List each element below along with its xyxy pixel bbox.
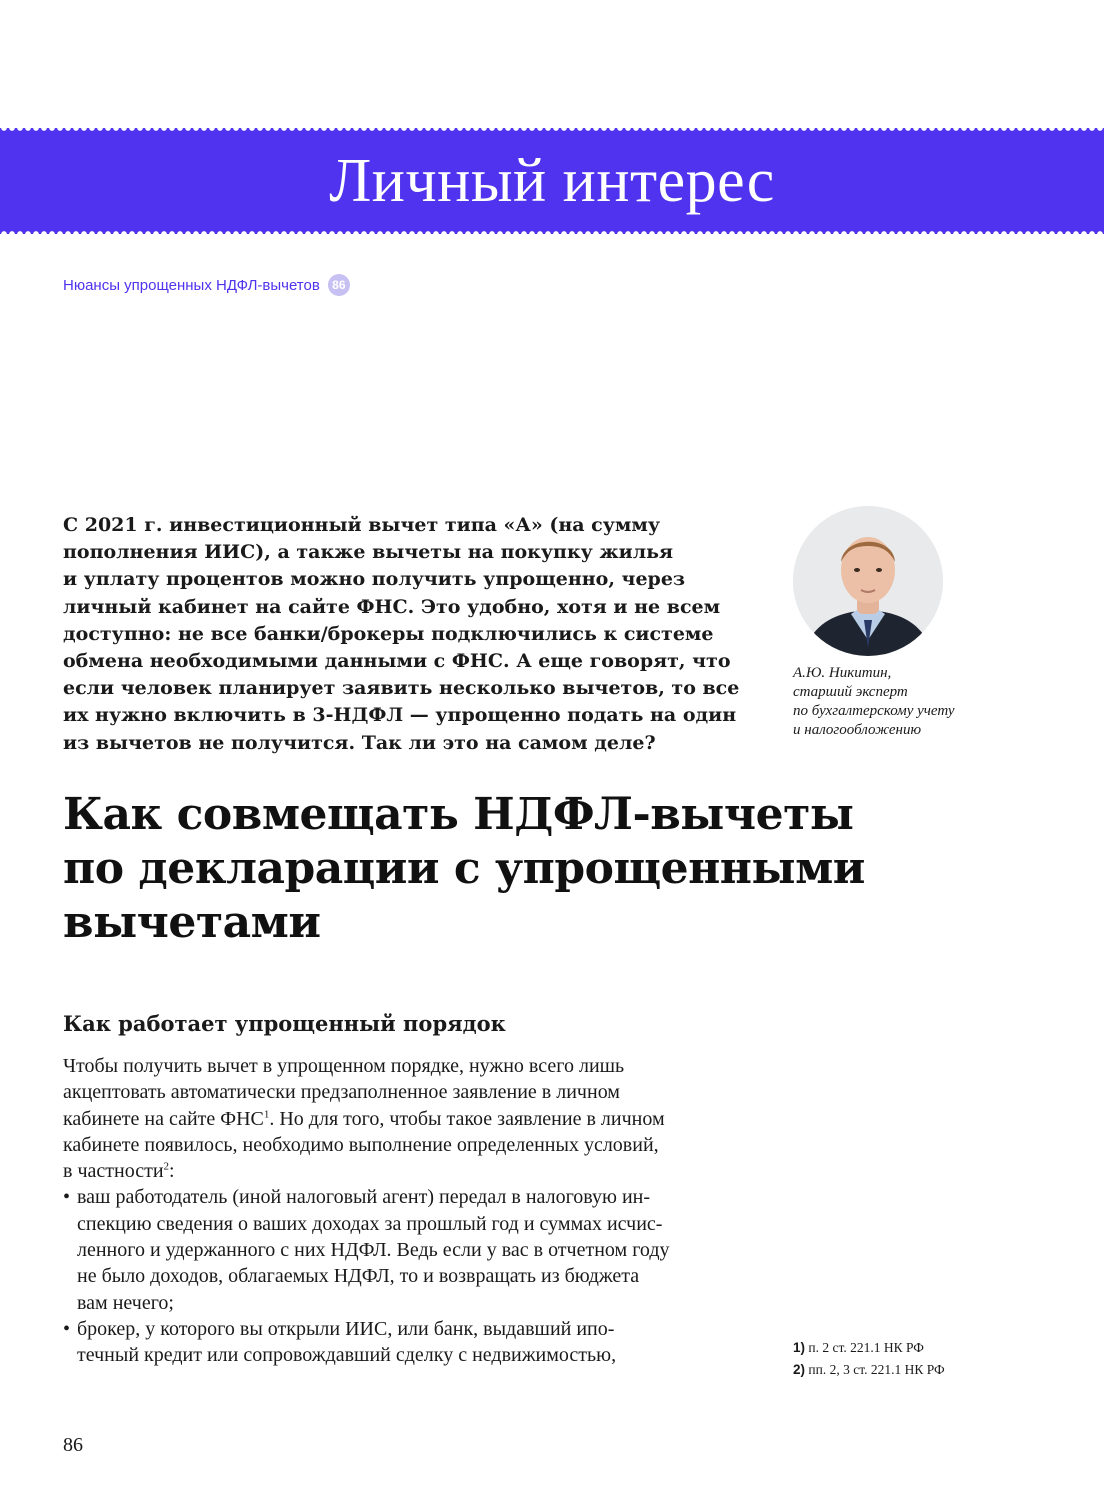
- footnote-text: пп. 2, 3 ст. 221.1 НК РФ: [808, 1362, 945, 1377]
- footnote-1: [793, 1337, 945, 1359]
- banner-scallop-top: [0, 124, 1104, 132]
- body-fragment: кабинете на сайте ФНС: [63, 1107, 264, 1130]
- lead-line: если человек планирует заявить несколько вычетов, то все: [63, 677, 740, 700]
- bullet-item-1: • ваш работодатель (иной налоговый агент) передал в налоговую ин-: [63, 1184, 753, 1210]
- crossref-text: Нюансы упрощенных НДФЛ-вычетов: [63, 276, 320, 294]
- lead-line: С 2021 г. инвестиционный вычет типа «А» (на сумму: [63, 514, 661, 536]
- bullet-item-2-cont: течный кредит или сопровождавший сделку с недвижимостью,: [77, 1344, 617, 1367]
- author-portrait-icon: [793, 506, 943, 656]
- footnote-ref-1[interactable]: 1: [263, 1107, 270, 1120]
- lead-line: из вычетов не получится. Так ли это на самом деле?: [63, 731, 656, 754]
- body-line: Чтобы получить вычет в упрощенном порядке, нужно всего лишь: [63, 1055, 625, 1077]
- footnote-ref-2[interactable]: 2: [163, 1160, 170, 1173]
- headline-line: Как совмещать НДФЛ-вычеты: [63, 789, 854, 840]
- lead-line: пополнения ИИС), а также вычеты на покупку жилья: [63, 541, 674, 564]
- body-text: [63, 1053, 753, 1369]
- headline-line: вычетами: [63, 897, 321, 948]
- footnote-number: 2): [793, 1362, 806, 1377]
- footnotes: [793, 1337, 945, 1381]
- footnote-number: 1): [793, 1340, 806, 1355]
- body-line: кабинете появилось, необходимо выполнение определенных условий,: [63, 1133, 659, 1156]
- crossref-page-badge: 86: [328, 274, 350, 296]
- section-banner: [0, 128, 1104, 234]
- headline-line: по декларации с упрощенными: [63, 843, 865, 894]
- lead-line: доступно: не все банки/брокеры подключились к системе: [63, 622, 714, 645]
- section-subheading: Как работает упрощенный порядок: [63, 1011, 506, 1036]
- footnote-text: п. 2 ст. 221.1 НК РФ: [808, 1340, 924, 1355]
- body-fragment: :: [169, 1160, 175, 1183]
- lead-paragraph: [63, 512, 743, 757]
- footnote-2: [793, 1359, 945, 1381]
- bullet-item-2: • брокер, у которого вы открыли ИИС, или банк, выдавший ипо-: [63, 1316, 753, 1342]
- bullet-item-1-cont: ленного и удержанного с них НДФЛ. Ведь если у вас в отчетном году: [77, 1239, 670, 1262]
- lead-line: обмена необходимыми данными с ФНС. А еще говорят, что: [63, 650, 731, 673]
- author-position: старший эксперт: [793, 684, 908, 700]
- section-title: Личный интерес: [329, 147, 775, 215]
- body-fragment: . Но для того, чтобы такое заявление в личном: [269, 1107, 665, 1130]
- body-line: [63, 1106, 753, 1132]
- author-caption: [793, 664, 1053, 740]
- body-line: акцептовать автоматически предзаполненное заявление в личном: [63, 1081, 620, 1104]
- author-position: по бухгалтерскому учету: [793, 703, 955, 719]
- body-fragment: в частности: [63, 1160, 164, 1183]
- lead-line: и уплату процентов можно получить упрощенно, через: [63, 568, 686, 591]
- page-number: 86: [63, 1434, 83, 1456]
- body-line: [63, 1158, 753, 1184]
- article-headline: [63, 788, 1063, 950]
- bullet-item-1-cont: вам нечего;: [77, 1291, 174, 1314]
- bullet-item-1-cont: не было доходов, облагаемых НДФЛ, то и возвращать из бюджета: [77, 1265, 640, 1288]
- bullet-item-1-cont: спекцию сведения о ваших доходах за прошлый год и суммах исчис-: [77, 1212, 663, 1235]
- author-position: и налогообложению: [793, 722, 922, 738]
- lead-line: личный кабинет на сайте ФНС. Это удобно, хотя и не всем: [63, 595, 721, 618]
- author-name: А.Ю. Никитин,: [793, 665, 892, 681]
- lead-line: их нужно включить в 3-НДФЛ — упрощенно подать на один: [63, 704, 737, 727]
- author-photo: [793, 506, 943, 656]
- banner-scallop-bottom: [0, 230, 1104, 238]
- crossref-link[interactable]: [63, 274, 350, 296]
